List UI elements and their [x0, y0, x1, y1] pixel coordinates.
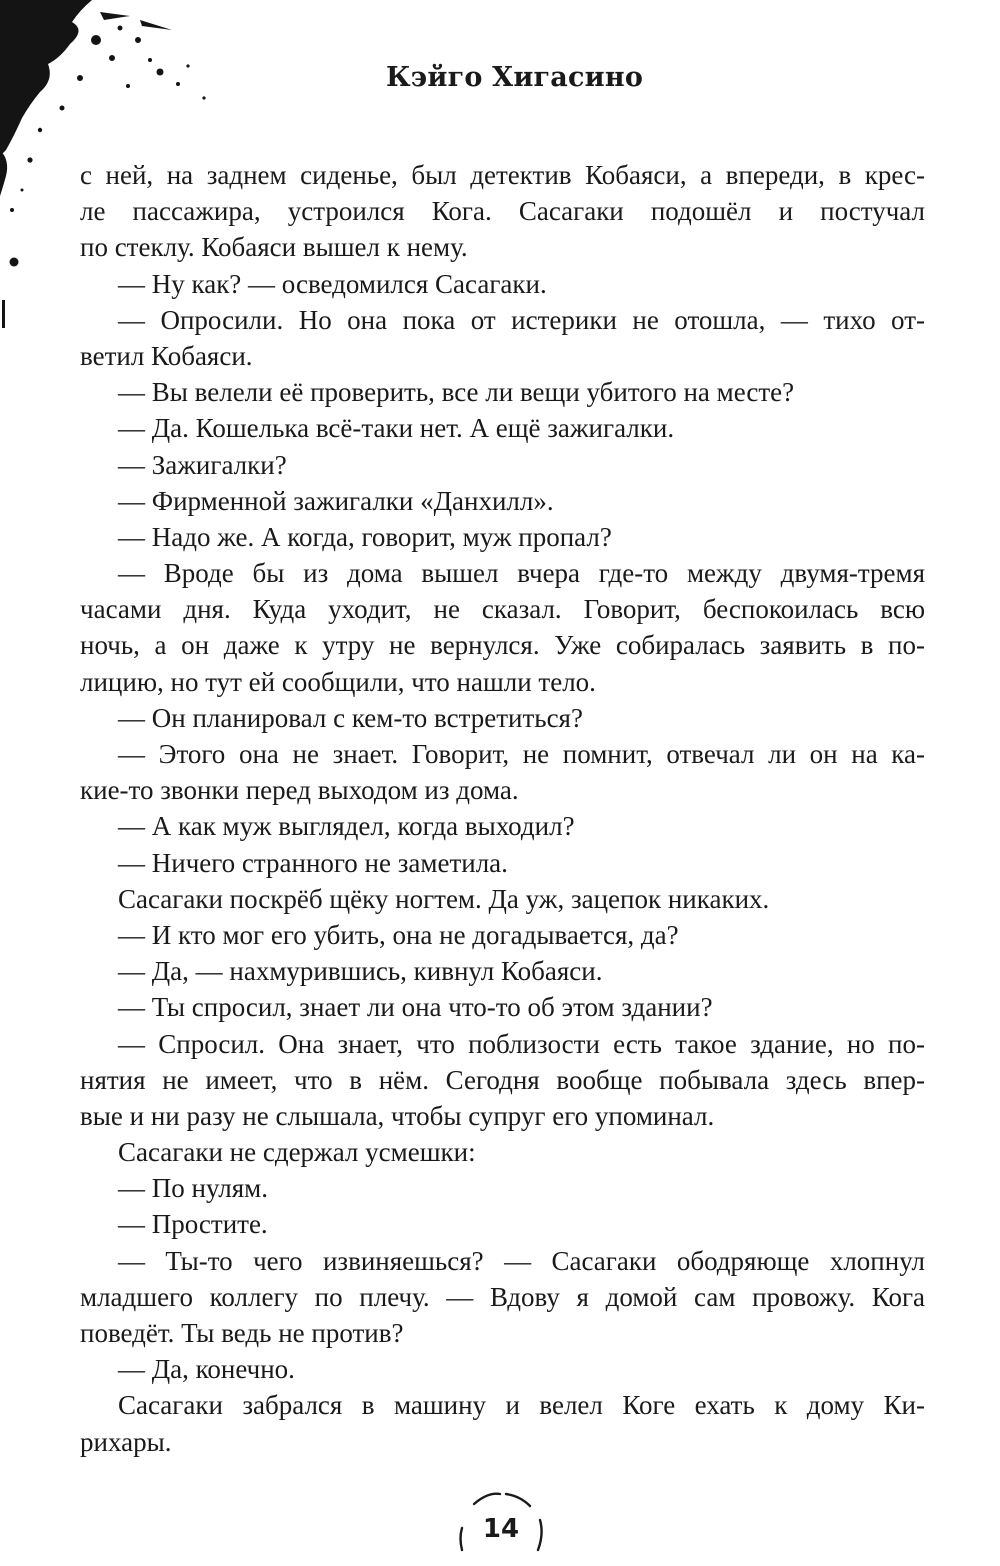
- text-line: — Вы велели её проверить, все ли вещи убитого на месте?: [118, 377, 795, 408]
- text-line: нятия не имеет, что в нём. Сегодня вообще побывала здесь впер-: [80, 1064, 925, 1095]
- text-line: Сасагаки поскрёб щёку ногтем. Да уж, зацепок никаких.: [118, 883, 770, 914]
- text-line: — А как муж выглядел, когда выходил?: [118, 811, 575, 842]
- text-line: — Зажигалки?: [118, 449, 287, 480]
- text-line: — Этого она не знает. Говорит, не помнит, отвечал ли он на ка-: [118, 739, 925, 769]
- paragraph: [80, 374, 925, 410]
- paragraph: [80, 555, 925, 700]
- paragraph: [80, 989, 925, 1025]
- paragraph: [80, 808, 925, 844]
- paragraph: [80, 845, 925, 881]
- text-line: — Спросил. Она знает, что поблизости есть такое здание, но по-: [118, 1028, 925, 1059]
- page-number: 14: [482, 1514, 520, 1544]
- text-line: по стеклу. Кобаяси вышел к нему.: [80, 232, 468, 263]
- text-line: Сасагаки забрался в машину и велел Коге ехать к дому Ки-: [118, 1390, 925, 1421]
- text-line: — Да. Кошелька всё-таки нет. А ещё зажигалки.: [118, 413, 675, 444]
- paragraph: [80, 1387, 925, 1459]
- paragraph: [80, 700, 925, 736]
- text-line: — Да, — нахмурившись, кивнул Кобаяси.: [118, 956, 603, 987]
- text-line: лицию, но тут ей сообщили, что нашли тело.: [80, 666, 596, 697]
- text-line: — Да, конечно.: [118, 1354, 295, 1385]
- paragraph: [80, 483, 925, 519]
- text-line: вые и ни разу не слышала, чтобы супруг его упоминал.: [80, 1100, 715, 1131]
- running-header-author: Кэйго Хигасино: [386, 62, 644, 93]
- text-line: кие-то звонки перед выходом из дома.: [80, 775, 519, 806]
- paragraph: [80, 1243, 925, 1352]
- paragraph: [80, 1351, 925, 1387]
- paragraph: [80, 1170, 925, 1206]
- text-line: Сасагаки не сдержал усмешки:: [118, 1137, 476, 1168]
- paragraph: [80, 266, 925, 302]
- paragraph: [80, 881, 925, 917]
- paragraph: [80, 1026, 925, 1135]
- text-line: — Ну как? — осведомился Сасагаки.: [118, 268, 547, 299]
- text-line: поведёт. Ты ведь не против?: [80, 1318, 404, 1348]
- text-line: младшего коллегу по плечу. — Вдову я домой сам провожу. Кога: [80, 1281, 925, 1312]
- paragraph: [80, 410, 925, 446]
- text-line: — Он планировал с кем-то встретиться?: [118, 702, 583, 733]
- text-line: рихары.: [80, 1426, 172, 1457]
- text-line: — Ты-то чего извиняешься? — Сасагаки ободряюще хлопнул: [118, 1245, 925, 1276]
- paragraph: [80, 157, 925, 266]
- paragraph: [80, 953, 925, 989]
- text-line: — Ты спросил, знает ли она что-то об этом здании?: [118, 992, 713, 1023]
- text-line: — Простите.: [118, 1209, 268, 1240]
- text-line: — Надо же. А когда, говорит, муж пропал?: [118, 521, 612, 552]
- text-line: с ней, на заднем сиденье, был детектив Кобаяси, а впереди, в крес-: [80, 160, 925, 190]
- text-line: ветил Кобаяси.: [80, 340, 253, 371]
- text-line: — Ничего странного не заметила.: [118, 847, 508, 878]
- text-line: ле пассажира, устроился Кога. Сасагаки подошёл и постучал: [80, 196, 925, 227]
- book-text-body: [80, 157, 925, 1460]
- paragraph: [80, 302, 925, 374]
- page-number-badge: [452, 1490, 550, 1566]
- paragraph: [80, 1206, 925, 1242]
- text-line: — По нулям.: [118, 1173, 268, 1204]
- paragraph: [80, 1134, 925, 1170]
- text-line: — Вроде бы из дома вышел вчера где-то между двумя-тремя: [118, 558, 925, 589]
- text-line: ночь, а он даже к утру не вернулся. Уже собиралась заявить в по-: [80, 630, 925, 661]
- text-line: — Фирменной зажигалки «Данхилл».: [118, 485, 554, 516]
- text-line: — Опросили. Но она пока от истерики не отошла, — тихо от-: [118, 304, 925, 335]
- paragraph: [80, 447, 925, 483]
- paragraph: [80, 917, 925, 953]
- text-line: часами дня. Куда уходит, не сказал. Говорит, беспокоилась всю: [80, 594, 925, 625]
- paragraph: [80, 736, 925, 808]
- paragraph: [80, 519, 925, 555]
- text-line: — И кто мог его убить, она не догадывается, да?: [118, 919, 679, 950]
